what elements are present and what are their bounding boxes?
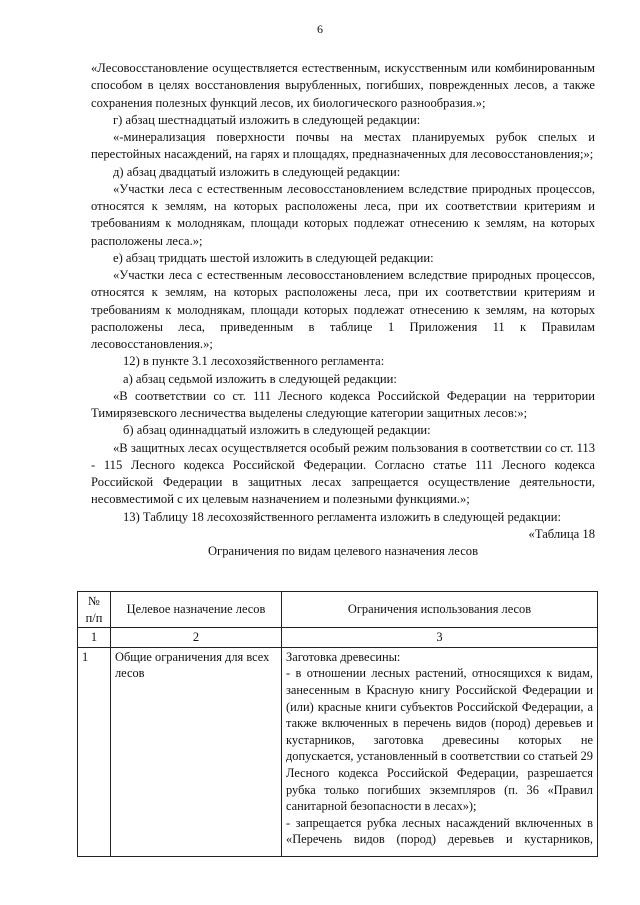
document-body — [91, 60, 595, 560]
table-row — [78, 647, 598, 856]
column-number: 1 — [78, 628, 111, 648]
header-restrictions: Ограничения использования лесов — [282, 592, 598, 628]
paragraph: «-минерализация поверхности почвы на местах планируемых рубок спелых и перестойных насаждений, на гарях и площадях, предназначенных для лесовосстановления;»; — [91, 130, 595, 162]
row-purpose: Общие ограничения для всех лесов — [111, 647, 282, 856]
paragraph: б) абзац одиннадцатый изложить в следующей редакции: — [123, 423, 431, 438]
paragraph: «Участки леса с естественным лесовосстановлением вследствие природных процессов, относятся к землям, на которых расположены леса, при их соответствии критериям и требованиям к молоднякам, площади которых подлежат отнесению к землям, на которых расположены леса.»; — [91, 181, 595, 248]
paragraph: «Участки леса с естественным лесовосстановлением вследствие природных процессов, относятся к землям, на которых расположены леса, при их соответствии критериям и требованиям к молоднякам, площади которых подлежат отнесению к землям, на которых расположены леса, приведенным в таблице 1 Приложения 11 к Правилам лесовосстановления.»; — [91, 268, 595, 351]
paragraph: «В соответствии со ст. 111 Лесного кодекса Российской Федерации на территории Тимирязевского лесничества выделены следующие категории защитных лесов:»; — [91, 388, 595, 420]
restrictions-table — [77, 591, 598, 857]
paragraph: «В защитных лесах осуществляется особый режим пользования в соответствии со ст. 113 - 115 Лесного кодекса Российской Федерации. Согласно статье 111 Лесного кодекса Российской Федерации в защитных лесах запрещается осуществление деятельности, несовместимой с их целевым назначением и полезными функциями.»; — [91, 440, 595, 507]
restriction-item: - запрещается рубка лесных насаждений включенных в «Перечень видов (пород) деревьев и кустарников, — [286, 815, 593, 847]
paragraph: е) абзац тридцать шестой изложить в следующей редакции: — [113, 250, 434, 265]
restriction-item: - в отношении лесных растений, относящихся к видам, занесенным в Красную книгу Российской Федерации и (или) красные книги субъектов Российской Федерации, а также включенных в перечень видов (пород) деревьев и кустарников, заготовка древесины которых не допускается, установленный в соответствии со статьей 29 Лесного кодекса Российской Федерации, разрешается рубка только погибших экземпляров (п. 36 «Правил санитарной безопасности в лесах»); — [286, 666, 593, 814]
row-number: 1 — [78, 647, 111, 856]
paragraph: 13) Таблицу 18 лесохозяйственного регламента изложить в следующей редакции: — [123, 509, 561, 524]
paragraph: а) абзац седьмой изложить в следующей редакции: — [123, 371, 397, 386]
restrictions-heading: Заготовка древесины: — [286, 649, 401, 664]
paragraph: г) абзац шестнадцатый изложить в следующей редакции: — [113, 112, 421, 127]
paragraph: «Лесовосстановление осуществляется естественным, искусственным или комбинированным способом в целях восстановления вырубленных, погибших, поврежденных лесов, а также сохранения полезных функций лесов, их биологического разнообразия.»; — [91, 61, 595, 110]
column-number: 3 — [282, 628, 598, 648]
row-restrictions — [282, 647, 598, 856]
table-label: «Таблица 18 — [528, 526, 595, 541]
column-number-row — [78, 628, 598, 648]
table-caption: Ограничения по видам целевого назначения лесов — [207, 544, 479, 558]
paragraph: 12) в пункте 3.1 лесохозяйственного регламента: — [123, 354, 385, 369]
header-purpose: Целевое назначение лесов — [111, 592, 282, 628]
column-number: 2 — [111, 628, 282, 648]
paragraph: д) абзац двадцатый изложить в следующей редакции: — [113, 164, 401, 179]
table-header-row — [78, 592, 598, 628]
page-number: 6 — [317, 22, 323, 36]
header-number: № п/п — [78, 592, 111, 628]
